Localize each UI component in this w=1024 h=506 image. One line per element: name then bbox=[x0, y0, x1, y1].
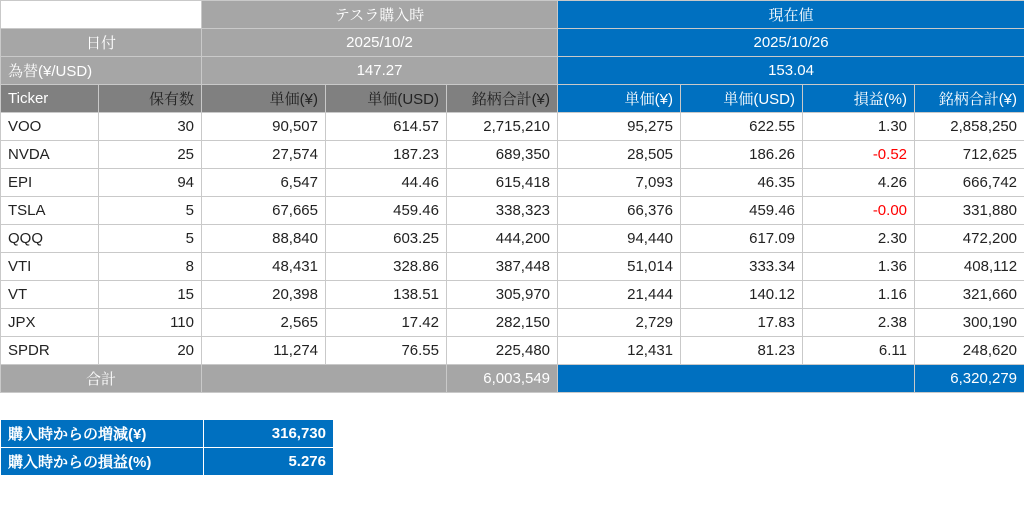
cell-purchase-total-jpy: 615,418 bbox=[447, 169, 558, 197]
cell-ticker: JPX bbox=[1, 309, 99, 337]
cell-pl-pct: 1.36 bbox=[803, 253, 915, 281]
column-header-pl-pct: 損益(%) bbox=[803, 85, 915, 113]
cell-purchase-total-jpy: 282,150 bbox=[447, 309, 558, 337]
table-row bbox=[1, 337, 1024, 365]
table-row bbox=[1, 197, 1024, 225]
cell-current-total-jpy: 321,660 bbox=[915, 281, 1024, 309]
cell-purchase-price-jpy: 11,274 bbox=[202, 337, 326, 365]
table-row bbox=[1, 281, 1024, 309]
cell-shares: 110 bbox=[99, 309, 202, 337]
cell-ticker: NVDA bbox=[1, 141, 99, 169]
cell-purchase-total-jpy: 444,200 bbox=[447, 225, 558, 253]
column-header-ticker: Ticker bbox=[1, 85, 99, 113]
cell-shares: 8 bbox=[99, 253, 202, 281]
summary-row-delta bbox=[1, 420, 334, 448]
cell-pl-pct: 1.30 bbox=[803, 113, 915, 141]
column-header-current-price-usd: 単価(USD) bbox=[681, 85, 803, 113]
cell-purchase-total-jpy: 2,715,210 bbox=[447, 113, 558, 141]
cell-purchase-price-jpy: 6,547 bbox=[202, 169, 326, 197]
total-row bbox=[1, 365, 1024, 393]
cell-current-total-jpy: 331,880 bbox=[915, 197, 1024, 225]
cell-pl-pct: 4.26 bbox=[803, 169, 915, 197]
cell-purchase-total-jpy: 387,448 bbox=[447, 253, 558, 281]
cell-purchase-price-usd: 328.86 bbox=[326, 253, 447, 281]
cell-ticker: VT bbox=[1, 281, 99, 309]
purchase-section-title: テスラ購入時 bbox=[202, 1, 558, 29]
cell-current-price-jpy: 51,014 bbox=[558, 253, 681, 281]
cell-current-price-usd: 622.55 bbox=[681, 113, 803, 141]
cell-purchase-total-jpy: 338,323 bbox=[447, 197, 558, 225]
column-header-current-total-jpy: 銘柄合計(¥) bbox=[915, 85, 1024, 113]
cell-current-price-usd: 81.23 bbox=[681, 337, 803, 365]
cell-purchase-price-jpy: 67,665 bbox=[202, 197, 326, 225]
cell-current-total-jpy: 248,620 bbox=[915, 337, 1024, 365]
cell-purchase-total-jpy: 225,480 bbox=[447, 337, 558, 365]
cell-shares: 15 bbox=[99, 281, 202, 309]
purchase-date-value: 2025/10/2 bbox=[202, 29, 558, 57]
cell-shares: 94 bbox=[99, 169, 202, 197]
cell-shares: 5 bbox=[99, 197, 202, 225]
total-label: 合計 bbox=[1, 365, 202, 393]
cell-purchase-price-jpy: 48,431 bbox=[202, 253, 326, 281]
cell-shares: 5 bbox=[99, 225, 202, 253]
total-current-value: 6,320,279 bbox=[915, 365, 1024, 393]
column-header-purchase-price-jpy: 単価(¥) bbox=[202, 85, 326, 113]
cell-current-price-usd: 17.83 bbox=[681, 309, 803, 337]
cell-current-price-jpy: 66,376 bbox=[558, 197, 681, 225]
column-header-purchase-price-usd: 単価(USD) bbox=[326, 85, 447, 113]
cell-current-total-jpy: 712,625 bbox=[915, 141, 1024, 169]
cell-purchase-price-usd: 603.25 bbox=[326, 225, 447, 253]
cell-current-price-jpy: 94,440 bbox=[558, 225, 681, 253]
summary-delta-label: 購入時からの増減(¥) bbox=[1, 420, 204, 448]
cell-current-price-usd: 459.46 bbox=[681, 197, 803, 225]
summary-delta-value: 316,730 bbox=[204, 420, 334, 448]
cell-shares: 20 bbox=[99, 337, 202, 365]
cell-current-total-jpy: 472,200 bbox=[915, 225, 1024, 253]
table-row bbox=[1, 141, 1024, 169]
cell-pl-pct: 2.38 bbox=[803, 309, 915, 337]
cell-ticker: VTI bbox=[1, 253, 99, 281]
summary-pl-label: 購入時からの損益(%) bbox=[1, 448, 204, 476]
band-row-title bbox=[1, 1, 1024, 29]
column-header-purchase-total-jpy: 銘柄合計(¥) bbox=[447, 85, 558, 113]
cell-ticker: VOO bbox=[1, 113, 99, 141]
cell-current-total-jpy: 408,112 bbox=[915, 253, 1024, 281]
cell-purchase-price-usd: 76.55 bbox=[326, 337, 447, 365]
cell-current-total-jpy: 2,858,250 bbox=[915, 113, 1024, 141]
purchase-fx-value: 147.27 bbox=[202, 57, 558, 85]
cell-current-price-jpy: 12,431 bbox=[558, 337, 681, 365]
cell-purchase-price-jpy: 20,398 bbox=[202, 281, 326, 309]
band-row-fx bbox=[1, 57, 1024, 85]
cell-purchase-price-jpy: 2,565 bbox=[202, 309, 326, 337]
cell-current-price-usd: 333.34 bbox=[681, 253, 803, 281]
cell-pl-pct: -0.52 bbox=[803, 141, 915, 169]
cell-ticker: TSLA bbox=[1, 197, 99, 225]
cell-current-price-jpy: 28,505 bbox=[558, 141, 681, 169]
cell-purchase-price-usd: 187.23 bbox=[326, 141, 447, 169]
current-date-value: 2025/10/26 bbox=[558, 29, 1024, 57]
cell-purchase-price-jpy: 90,507 bbox=[202, 113, 326, 141]
cell-current-total-jpy: 666,742 bbox=[915, 169, 1024, 197]
cell-current-price-jpy: 21,444 bbox=[558, 281, 681, 309]
cell-purchase-total-jpy: 689,350 bbox=[447, 141, 558, 169]
table-row bbox=[1, 253, 1024, 281]
total-blank-blue bbox=[558, 365, 915, 393]
cell-current-price-jpy: 7,093 bbox=[558, 169, 681, 197]
cell-ticker: QQQ bbox=[1, 225, 99, 253]
cell-purchase-price-jpy: 88,840 bbox=[202, 225, 326, 253]
fx-label: 為替(¥/USD) bbox=[1, 57, 202, 85]
cell-purchase-price-usd: 17.42 bbox=[326, 309, 447, 337]
cell-pl-pct: 2.30 bbox=[803, 225, 915, 253]
cell-current-price-jpy: 2,729 bbox=[558, 309, 681, 337]
title-blank-cell bbox=[1, 1, 202, 29]
cell-purchase-price-usd: 614.57 bbox=[326, 113, 447, 141]
table-row bbox=[1, 169, 1024, 197]
cell-purchase-price-usd: 44.46 bbox=[326, 169, 447, 197]
cell-pl-pct: 6.11 bbox=[803, 337, 915, 365]
cell-current-price-usd: 186.26 bbox=[681, 141, 803, 169]
cell-purchase-price-usd: 459.46 bbox=[326, 197, 447, 225]
cell-ticker: SPDR bbox=[1, 337, 99, 365]
cell-current-total-jpy: 300,190 bbox=[915, 309, 1024, 337]
cell-current-price-jpy: 95,275 bbox=[558, 113, 681, 141]
column-header-shares: 保有数 bbox=[99, 85, 202, 113]
cell-pl-pct: -0.00 bbox=[803, 197, 915, 225]
band-row-date bbox=[1, 29, 1024, 57]
cell-purchase-price-usd: 138.51 bbox=[326, 281, 447, 309]
cell-ticker: EPI bbox=[1, 169, 99, 197]
cell-pl-pct: 1.16 bbox=[803, 281, 915, 309]
current-fx-value: 153.04 bbox=[558, 57, 1024, 85]
summary-row-pl bbox=[1, 448, 334, 476]
cell-shares: 30 bbox=[99, 113, 202, 141]
summary-table bbox=[0, 419, 334, 476]
current-section-title: 現在値 bbox=[558, 1, 1024, 29]
cell-purchase-total-jpy: 305,970 bbox=[447, 281, 558, 309]
section-spacer bbox=[0, 393, 1024, 419]
table-row bbox=[1, 225, 1024, 253]
cell-shares: 25 bbox=[99, 141, 202, 169]
column-header-current-price-jpy: 単価(¥) bbox=[558, 85, 681, 113]
date-label: 日付 bbox=[1, 29, 202, 57]
total-purchase-value: 6,003,549 bbox=[447, 365, 558, 393]
total-blank-gray bbox=[202, 365, 447, 393]
summary-pl-value: 5.276 bbox=[204, 448, 334, 476]
column-header-row bbox=[1, 85, 1024, 113]
table-row bbox=[1, 309, 1024, 337]
table-row bbox=[1, 113, 1024, 141]
cell-current-price-usd: 46.35 bbox=[681, 169, 803, 197]
cell-purchase-price-jpy: 27,574 bbox=[202, 141, 326, 169]
cell-current-price-usd: 617.09 bbox=[681, 225, 803, 253]
cell-current-price-usd: 140.12 bbox=[681, 281, 803, 309]
